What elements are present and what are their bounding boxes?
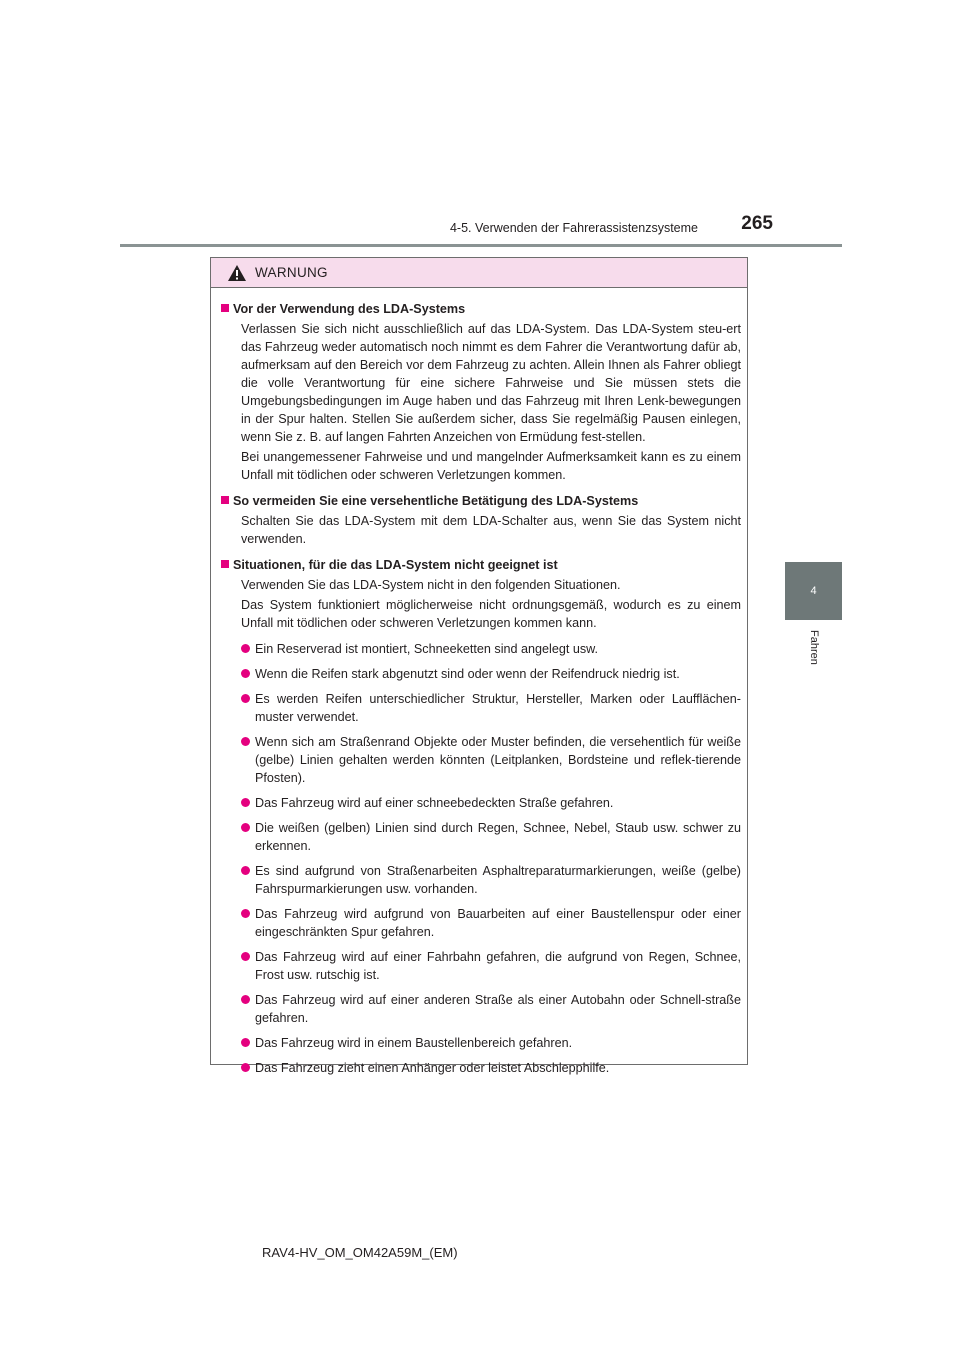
chapter-tab — [785, 562, 842, 620]
square-bullet-icon — [221, 496, 229, 504]
round-bullet-icon — [241, 823, 250, 832]
round-bullet-icon — [241, 1038, 250, 1047]
list-item: Das Fahrzeug zieht einen Anhänger oder leistet Abschlepphilfe. — [241, 1059, 741, 1077]
round-bullet-icon — [241, 909, 250, 918]
round-bullet-icon — [241, 995, 250, 1004]
warning-section — [221, 492, 741, 548]
section-heading: Situationen, für die das LDA-System nicht geeignet ist — [221, 556, 741, 574]
page-number: 265 — [741, 213, 773, 234]
round-bullet-icon — [241, 1063, 250, 1072]
list-item: Ein Reserverad ist montiert, Schneeketten sind angelegt usw. — [241, 640, 741, 658]
square-bullet-icon — [221, 304, 229, 312]
list-item: Wenn die Reifen stark abgenutzt sind oder wenn der Reifendruck niedrig ist. — [241, 665, 741, 683]
warning-triangle-icon — [227, 264, 247, 282]
header-rule — [120, 244, 842, 247]
round-bullet-icon — [241, 669, 250, 678]
section-paragraph: Bei unangemessener Fahrweise und und mangelnder Aufmerksamkeit kann es zu einem Unfall mit tödlichen oder schweren Verletzungen kommen. — [241, 450, 741, 482]
section-paragraph: Verlassen Sie sich nicht ausschließlich auf das LDA-System. Das LDA-System steu-ert das Fahrzeug weder automatisch noch nimmt es dem Fahrer die Verantwortung dafür ab, aufmerksam auf den Bereich vor dem Fahrzeug zu achten. Allein Ihnen als Fahrer obliegt die volle Verantwortung für eine sichere Fahrweise und Sie müssen stets die Umgebungsbedingungen im Auge haben und das Fahrzeug mit Ihren Lenk-bewegungen in der Spur halten. Stellen Sie außerdem sicher, dass Sie regelmäßig Pausen einlegen, wenn Sie z. B. auf langen Fahrten Anzeichen von Ermüdung fest-stellen. — [241, 322, 741, 444]
warning-header — [211, 258, 747, 288]
section-paragraph: Schalten Sie das LDA-System mit dem LDA-Schalter aus, wenn Sie das System nicht verwenden. — [241, 514, 741, 546]
round-bullet-icon — [241, 866, 250, 875]
round-bullet-icon — [241, 694, 250, 703]
header-chapter: 4-5. Verwenden der Fahrerassistenzsysteme — [449, 221, 698, 235]
warning-section — [221, 556, 741, 1077]
list-item: Das Fahrzeug wird in einem Baustellenbereich gefahren. — [241, 1034, 741, 1052]
warning-body — [211, 288, 747, 1077]
list-item: Das Fahrzeug wird auf einer anderen Straße als einer Autobahn oder Schnell-straße gefahren. — [241, 991, 741, 1027]
list-item: Das Fahrzeug wird auf einer Fahrbahn gefahren, die aufgrund von Regen, Schnee, Frost usw. rutschig ist. — [241, 948, 741, 984]
square-bullet-icon — [221, 560, 229, 568]
warning-section — [221, 300, 741, 484]
section-heading: So vermeiden Sie eine versehentliche Betätigung des LDA-Systems — [221, 492, 741, 510]
section-paragraph: Verwenden Sie das LDA-System nicht in den folgenden Situationen. — [241, 578, 621, 592]
round-bullet-icon — [241, 798, 250, 807]
list-item: Es sind aufgrund von Straßenarbeiten Asphaltreparaturmarkierungen, weiße (gelbe) Fahrspurmarkierungen usw. vorhanden. — [241, 862, 741, 898]
round-bullet-icon — [241, 644, 250, 653]
list-item: Das Fahrzeug wird aufgrund von Bauarbeiten auf einer Baustellenspur oder einer eingeschränkten Spur gefahren. — [241, 905, 741, 941]
list-item: Es werden Reifen unterschiedlicher Struktur, Hersteller, Marken oder Laufflächen-muster verwendet. — [241, 690, 741, 726]
section-heading: Vor der Verwendung des LDA-Systems — [221, 300, 741, 318]
round-bullet-icon — [241, 952, 250, 961]
round-bullet-icon — [241, 737, 250, 746]
footer-document-code: RAV4-HV_OM_OM42A59M_(EM) — [262, 1245, 458, 1260]
list-item: Das Fahrzeug wird auf einer schneebedeckten Straße gefahren. — [241, 794, 741, 812]
list-item: Wenn sich am Straßenrand Objekte oder Muster befinden, die versehentlich für weiße (gelbe) Linien gehalten werden könnten (Leitplanken, Bordsteine und reflek-tierende Pfosten). — [241, 733, 741, 787]
chapter-tab-label: Fahren — [808, 630, 820, 665]
list-item: Die weißen (gelben) Linien sind durch Regen, Schnee, Nebel, Staub usw. schwer zu erkennen. — [241, 819, 741, 855]
chapter-tab-number: 4 — [810, 585, 817, 597]
bullet-list — [221, 640, 741, 1077]
warning-title: WARNUNG — [255, 265, 328, 280]
section-paragraph: Das System funktioniert möglicherweise nicht ordnungsgemäß, wodurch es zu einem Unfall mit tödlichen oder schweren Verletzungen kommen kann. — [241, 598, 741, 630]
warning-box — [210, 257, 748, 1075]
